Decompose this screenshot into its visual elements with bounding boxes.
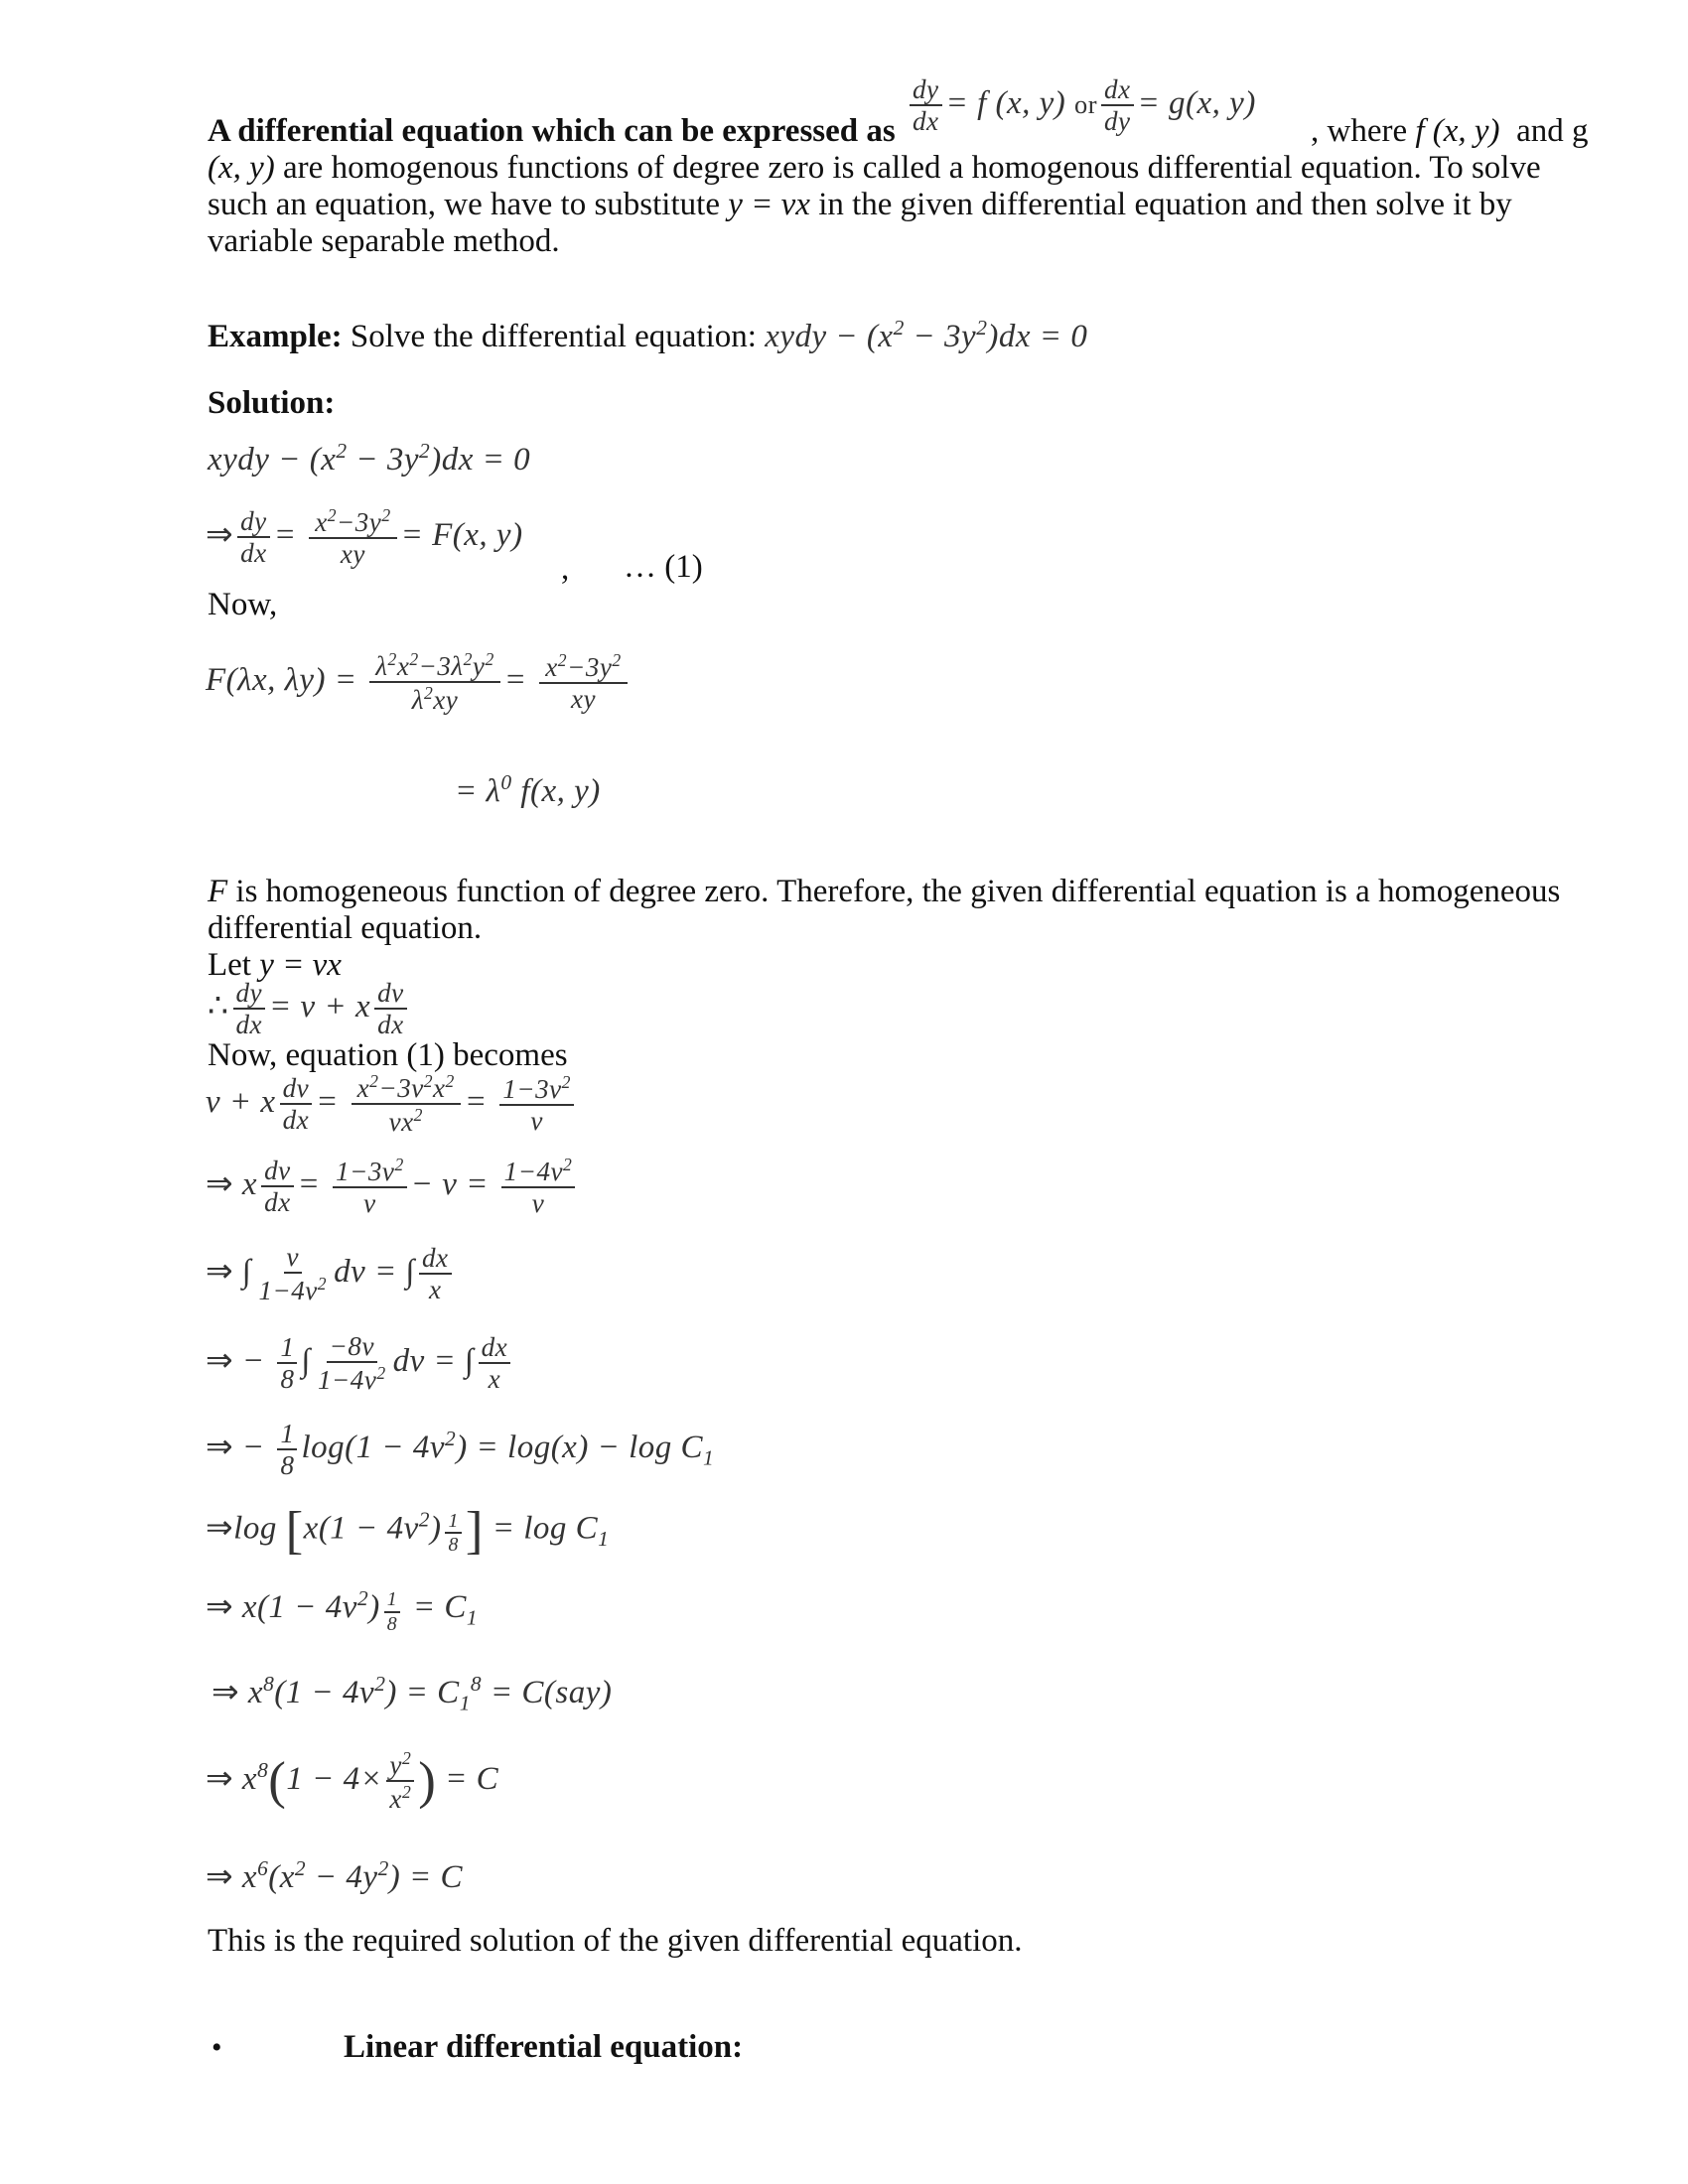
solution-step-7: ⇒ − $\frac{1}{8}$ $\log(1 - 4v^2) = \log(x) - \log C_1$ xyxy=(206,1419,715,1481)
intro-line4: variable separable method. xyxy=(208,223,560,259)
let-expression: y = vx xyxy=(259,947,342,983)
intro-line-3 xyxy=(208,187,1598,223)
homogeneity-check-1: F(λx, λy) = $\frac{\lambda^2x^2-3\lambda^2y^2}{\lambda^2xy}$ = $\frac{x^2-3y^2}{xy}$ xyxy=(206,650,632,715)
solution-step-2-comma: , xyxy=(561,551,570,587)
solution-step-10: ⇒ $x^8(1 - 4v^2) = C_1^8 = C(say)$ xyxy=(211,1672,613,1715)
f-paragraph-text-2: differential equation. xyxy=(208,910,483,946)
solution-step-2: ⇒ $\frac{dy}{dx}$ = $\frac{x^2-3y^2}{xy}$ = F(x, y) xyxy=(206,505,523,570)
intro-line-1 xyxy=(208,113,1598,150)
intro-lead: A differential equation which can be expressed as xyxy=(208,113,896,149)
intro-definition-formula: $\frac{dy}{dx}$ = f (x, y) or $\frac{dx}{dy}$ = g(x, y) xyxy=(906,75,1256,136)
now-equation-line: Now, equation (1) becomes xyxy=(208,1037,568,1073)
solution-step-1: xydy − $(x^2 - 3y^2)dx = 0$ xyxy=(208,439,531,478)
equation-tag: … (1) xyxy=(624,549,703,585)
solution-step-5: ⇒ ∫ $\frac{v}{1-4v^2}$ dv = ∫ $\frac{dx}{x}$ xyxy=(206,1243,456,1305)
let-label: Let xyxy=(208,947,260,983)
solution-step-4: ⇒ x $\frac{dv}{dx}$ = $\frac{1-3v^2}{v}$ − v = $\frac{1-4v^2}{v}$ xyxy=(206,1156,579,1218)
solution-step-9: ⇒ $x(1 - 4v^2)$ $\frac{1}{8}$ = $C_1$ xyxy=(206,1586,479,1635)
intro-line2-rest: are homogenous functions of degree zero is called a homogenous differential equation. To solve xyxy=(274,150,1541,186)
substitution-derivative: ∴ $\frac{dy}{dx}$ = v + x $\frac{dv}{dx}$ xyxy=(208,979,411,1039)
example-line xyxy=(208,310,1598,355)
intro-line-2 xyxy=(208,150,1598,187)
intro-fxy: f (x, y) xyxy=(1415,113,1500,149)
solution-step-11: ⇒ $x^8(1 - 4\times$ $\frac{y^2}{x^2}$ ) = C xyxy=(206,1748,499,1815)
homogeneity-check-2: = $\lambda^0$ f(x, y) xyxy=(455,770,601,809)
intro-line2-start: (x, y) xyxy=(208,150,275,186)
bullet-symbol: • xyxy=(211,2031,222,2064)
solution-step-12: ⇒ $x^6(x^2 - 4y^2) = C$ xyxy=(206,1856,464,1895)
intro-line3-a: such an equation, we have to substitute xyxy=(208,187,729,222)
f-paragraph-line-2 xyxy=(208,910,1598,947)
section-heading-linear: Linear differential equation: xyxy=(344,2029,744,2065)
intro-line3-sub: y = vx xyxy=(728,187,810,222)
conclusion-line: This is the required solution of the given differential equation. xyxy=(208,1923,1023,1959)
f-symbol: F xyxy=(208,874,228,909)
solution-step-6: ⇒ − $\frac{1}{8}$ ∫ $\frac{-8v}{1-4v^2}$ dv = ∫ $\frac{dx}{x}$ xyxy=(206,1332,514,1395)
solution-step-3: v + x $\frac{dv}{dx}$ = $\frac{x^2-3v^2x^2}{vx^2}$ = $\frac{1-3v^2}{v}$ xyxy=(206,1072,578,1137)
intro-and-g: and g xyxy=(1516,113,1589,149)
intro-where: , where xyxy=(1310,113,1416,149)
intro-line3-b: in the given differential equation and then solve it by xyxy=(809,187,1512,222)
now-label: Now, xyxy=(208,587,278,622)
intro-line-4 xyxy=(208,223,1598,260)
let-line xyxy=(208,947,1598,984)
example-text: Solve the differential equation: xyxy=(342,319,766,354)
solution-step-8: ⇒log [$x(1 - 4v^2)$ $\frac{1}{8}$ ] = $\log C_1$ xyxy=(206,1502,610,1560)
example-label: Example: xyxy=(208,319,343,354)
solution-label: Solution: xyxy=(208,385,336,421)
f-paragraph-text-1: is homogeneous function of degree zero. Therefore, the given differential equation is a homogeneous xyxy=(227,874,1561,909)
f-paragraph-line-1 xyxy=(208,874,1598,910)
example-equation: xydy − $(x^2 - 3y^2)dx = 0$ xyxy=(765,316,1088,354)
